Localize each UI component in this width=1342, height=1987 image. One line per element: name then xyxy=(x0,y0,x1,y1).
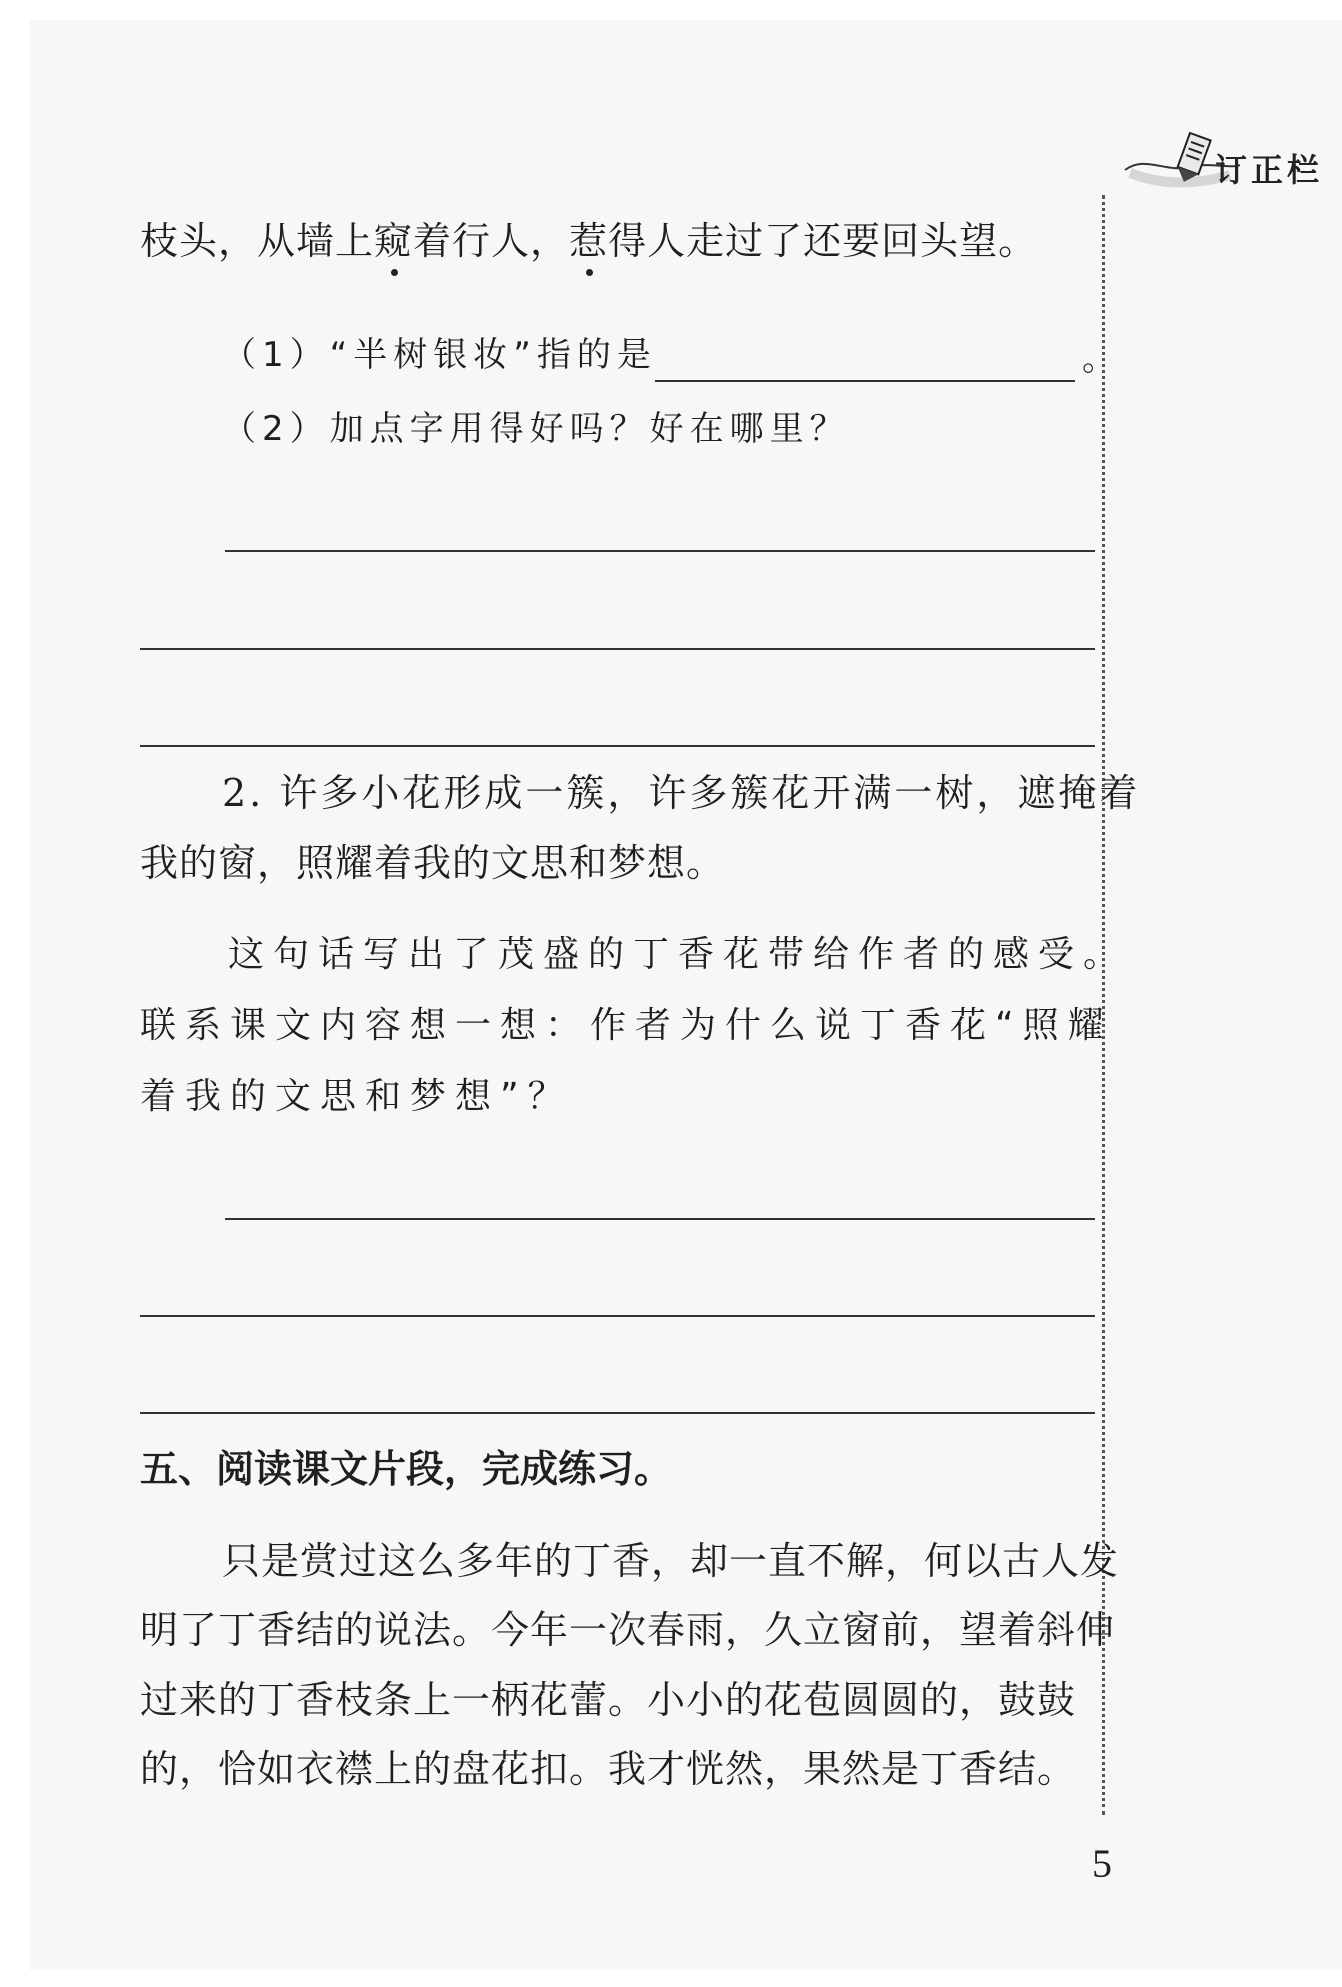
question-1: （1）“半树银妆”指的是 xyxy=(222,335,657,375)
correction-label: 订正栏 xyxy=(1215,151,1324,189)
correction-column-header xyxy=(1120,125,1342,195)
passage-text: 得人走过了还要回头望。 xyxy=(608,219,1038,263)
section-5-paragraph-line: 的，恰如衣襟上的盘花扣。我才恍然，果然是丁香结。 xyxy=(140,1747,1077,1791)
passage-text: 枝头，从墙上 xyxy=(140,219,375,263)
section-5-paragraph-line: 过来的丁香枝条上一柄花蕾。小小的花苞圆圆的，鼓鼓 xyxy=(140,1678,1077,1722)
item-2-quote-line: 2. 许多小花形成一簇，许多簇花开满一树，遮掩着 xyxy=(222,771,1141,815)
answer-line[interactable] xyxy=(140,648,1095,650)
passage-line-top xyxy=(140,219,1038,263)
section-5-paragraph-line: 明了丁香结的说法。今年一次春雨，久立窗前，望着斜伸 xyxy=(140,1608,1116,1652)
answer-line[interactable] xyxy=(225,550,1095,552)
section-5-paragraph-line: 只是赏过这么多年的丁香，却一直不解，何以古人发 xyxy=(222,1539,1120,1583)
item-2-prompt-line: 着我的文思和梦想”？ xyxy=(140,1076,573,1117)
question-1-end: 。 xyxy=(1082,339,1122,379)
answer-blank-q1[interactable] xyxy=(655,380,1075,382)
item-2-prompt-line: 这句话写出了茂盛的丁香花带给作者的感受。 xyxy=(228,934,1129,975)
answer-line[interactable] xyxy=(225,1218,1095,1220)
section-5-heading: 五、阅读课文片段，完成练习。 xyxy=(140,1447,673,1491)
answer-line[interactable] xyxy=(140,1315,1095,1317)
answer-line[interactable] xyxy=(140,745,1095,747)
question-2: （2）加点字用得好吗？好在哪里？ xyxy=(222,409,850,449)
item-2-prompt-line: 联系课文内容想一想：作者为什么说丁香花“照耀 xyxy=(140,1005,1113,1046)
item-2-quote-line: 我的窗，照耀着我的文思和梦想。 xyxy=(140,841,726,885)
dotted-character: 惹 xyxy=(569,219,609,263)
page-number: 5 xyxy=(1092,1841,1112,1886)
dotted-character: 窥 xyxy=(374,219,414,263)
passage-text: 着行人， xyxy=(413,219,570,263)
answer-line[interactable] xyxy=(140,1412,1095,1414)
